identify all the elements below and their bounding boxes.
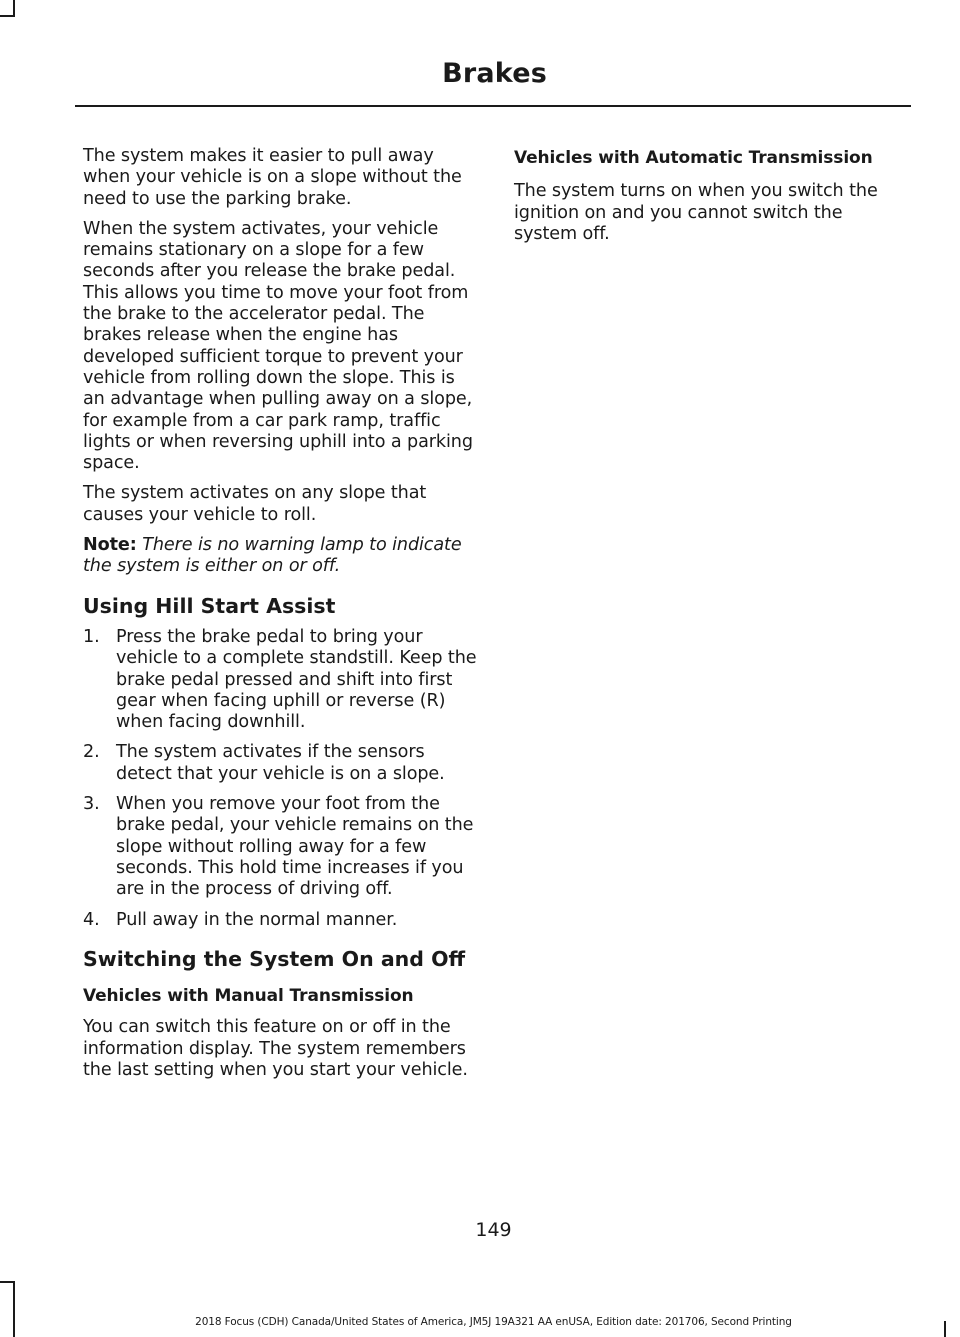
page-title: Brakes xyxy=(442,58,547,89)
step-text: The system activates if the sensors detect that your vehicle is on a slope. xyxy=(116,742,445,784)
list-item xyxy=(83,742,477,785)
right-column xyxy=(514,146,908,254)
body-paragraph: When the system activates, your vehicle remains stationary on a slope for a few seconds after you release the brake pedal. This allows you time to move your foot from the brake to the accelerator pedal. The brakes release when the engine has developed sufficient torque to prevent your vehicle from rolling down the slope. This is an advantage when pulling away on a slope, for example from a car park ramp, traffic lights or when reversing uphill into a parking space. xyxy=(83,218,473,474)
note-label: Note: xyxy=(83,535,137,556)
step-number: 3. xyxy=(83,794,100,815)
section-heading-switching: Switching the System On and Off xyxy=(83,946,466,971)
step-text: Pull away in the normal manner. xyxy=(116,909,398,930)
page-number: 149 xyxy=(475,1219,512,1241)
note xyxy=(83,535,477,578)
crop-mark-top-left xyxy=(0,15,15,17)
list-item xyxy=(83,910,477,931)
edition-footer: 2018 Focus (CDH) Canada/United States of America, JM5J 19A321 AA enUSA, Edition date: 201706, Second Printing xyxy=(195,1316,792,1328)
step-number: 2. xyxy=(83,742,100,763)
body-paragraph: You can switch this feature on or off in the information display. The system remembers the last setting when you start your vehicle. xyxy=(83,1017,468,1080)
left-column xyxy=(83,146,477,1090)
body-paragraph: The system activates on any slope that causes your vehicle to roll. xyxy=(83,483,427,525)
step-number: 4. xyxy=(83,909,100,930)
step-text: Press the brake pedal to bring your vehicle to a complete standstill. Keep the brake pedal pressed and shift into first gear when facing uphill or reverse (R) when facing downhill. xyxy=(116,626,477,733)
crop-mark-bottom-left xyxy=(0,1281,15,1283)
step-number: 1. xyxy=(83,626,100,647)
body-paragraph: The system makes it easier to pull away when your vehicle is on a slope without the need to use the parking brake. xyxy=(83,146,462,209)
subheading-automatic-transmission: Vehicles with Automatic Transmission xyxy=(514,148,873,168)
list-item xyxy=(83,794,477,900)
note-text: There is no warning lamp to indicate the system is either on or off. xyxy=(83,535,462,577)
body-paragraph: The system turns on when you switch the ignition on and you cannot switch the system off. xyxy=(514,181,878,244)
section-heading-using-hill-start-assist: Using Hill Start Assist xyxy=(83,593,336,618)
list-item xyxy=(83,627,477,733)
step-text: When you remove your foot from the brake pedal, your vehicle remains on the slope without rolling away for a few seconds. This hold time increases if you are in the process of driving off. xyxy=(116,794,474,900)
steps-list xyxy=(83,627,477,931)
crop-mark-bottom-left xyxy=(13,1281,15,1337)
subheading-manual-transmission: Vehicles with Manual Transmission xyxy=(83,986,414,1007)
header-divider xyxy=(75,105,911,107)
crop-mark-top-left xyxy=(13,0,15,16)
